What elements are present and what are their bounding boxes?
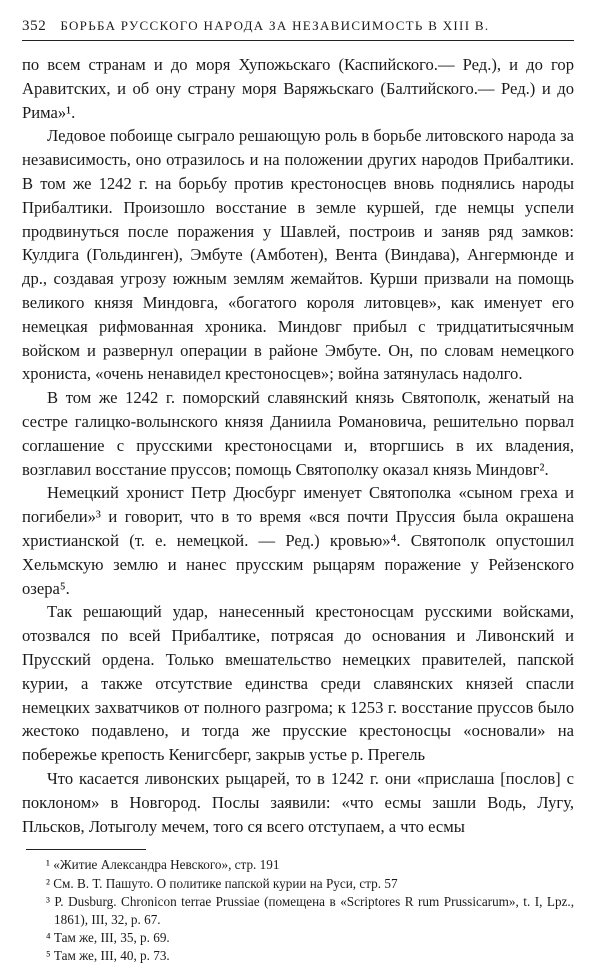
footnote-rule (26, 849, 146, 850)
footnote: ⁵ Там же, III, 40, p. 73. (46, 948, 170, 964)
header-rule (22, 40, 574, 41)
footnote: ³ P. Dusburg. Chronicon terrae Prussiae (помещена в «Scriptores R rum Prussicarum», t. I, Lpz., 1861), III, 32, p. 67. (46, 894, 574, 927)
body-text (22, 53, 574, 838)
paragraph: Что касается ливонских рыцарей, то в 1242 г. они «прислаша [послов] с поклоном» в Новгород. Послы заявили: «что есмы зашли Водь, Лугу, Пльсков, Лотыголу мечем, того ся всего отступаем, а что есмы (22, 768, 574, 836)
footnotes (22, 856, 574, 964)
footnote: ² См. В. Т. Пашуто. О политике папской курии на Руси, стр. 57 (46, 875, 398, 891)
paragraph: В том же 1242 г. поморский славянский князь Святополк, женатый на сестре галицко-волынского князя Даниила Романовича, решительно порвал соглашение с прусскими крестоносцами и, вторгшись в их владения, возглавил восстание пруссов; помощь Святополку оказал князь Миндовг². (22, 388, 574, 479)
page-header (22, 18, 574, 35)
running-title: БОРЬБА РУССКОГО НАРОДА ЗА НЕЗАВИСИМОСТЬ В XIII В. (60, 18, 490, 33)
paragraph: Так решающий удар, нанесенный крестоносцам русскими войсками, отозвался по всей Прибалтике, потрясая до основания и Ливонский и Прусский ордена. Только вмешательство немецких правителей, папской курии, а также отсутствие единства среди славянских князей спасли немецких захватчиков от полного разгрома; к 1253 г. восстание пруссов было жестоко подавлено, и тогда же прусские крестоносцы «основали» на побережье крепость Кенигсберг, закрыв устье р. Прегель (22, 602, 574, 765)
paragraph: Немецкий хронист Петр Дюсбург именует Святополка «сыном греха и погибели»³ и говорит, что в то время «вся почти Пруссия была окрашена христианской (т. е. немецкой. — Ред.) кровью»⁴. Святополк опустошил Хельмскую землю и нанес прусским рыцарям поражение у Рейзенского озера⁵. (22, 483, 574, 598)
paragraph: по всем странам и до моря Хупожьскаго (Каспийского.— Ред.), и до гор Аравитских, и об ону страну моря Варяжьскаго (Балтийского.— Ред.) и до Рима»¹. (22, 55, 574, 122)
footnote: ⁴ Там же, III, 35, p. 69. (46, 929, 170, 945)
footnote: ¹ «Житие Александра Невского», стр. 191 (46, 857, 280, 873)
paragraph: Ледовое побоище сыграло решающую роль в борьбе литовского народа за независимость, оно отразилось и на положении других народов Прибалтики. В том же 1242 г. на борьбу против крестоносцев вновь поднялись народы Прибалтики. Произошло восстание в земле куршей, где немцы успели продвинуться после поражения у Шавлей, построив и заняв ряд замков: Кулдига (Гольдинген), Эмбуте (Амботен), Вента (Виндава), Ангермюнде и др., создавая угрозу южным землям жемайтов. Курши призвали на помощь великого князя Миндовга, «богатого короля литовцев», как именует его немецкая рифмованная хроника. Миндовг прибыл с тридцатитысячным войском и развернул операции в районе Эмбуте. Он, по словам немецкого хрониста, «очень ненавидел крестоносцев»; война затянулась надолго. (22, 126, 574, 384)
page-number: 352 (22, 18, 47, 34)
